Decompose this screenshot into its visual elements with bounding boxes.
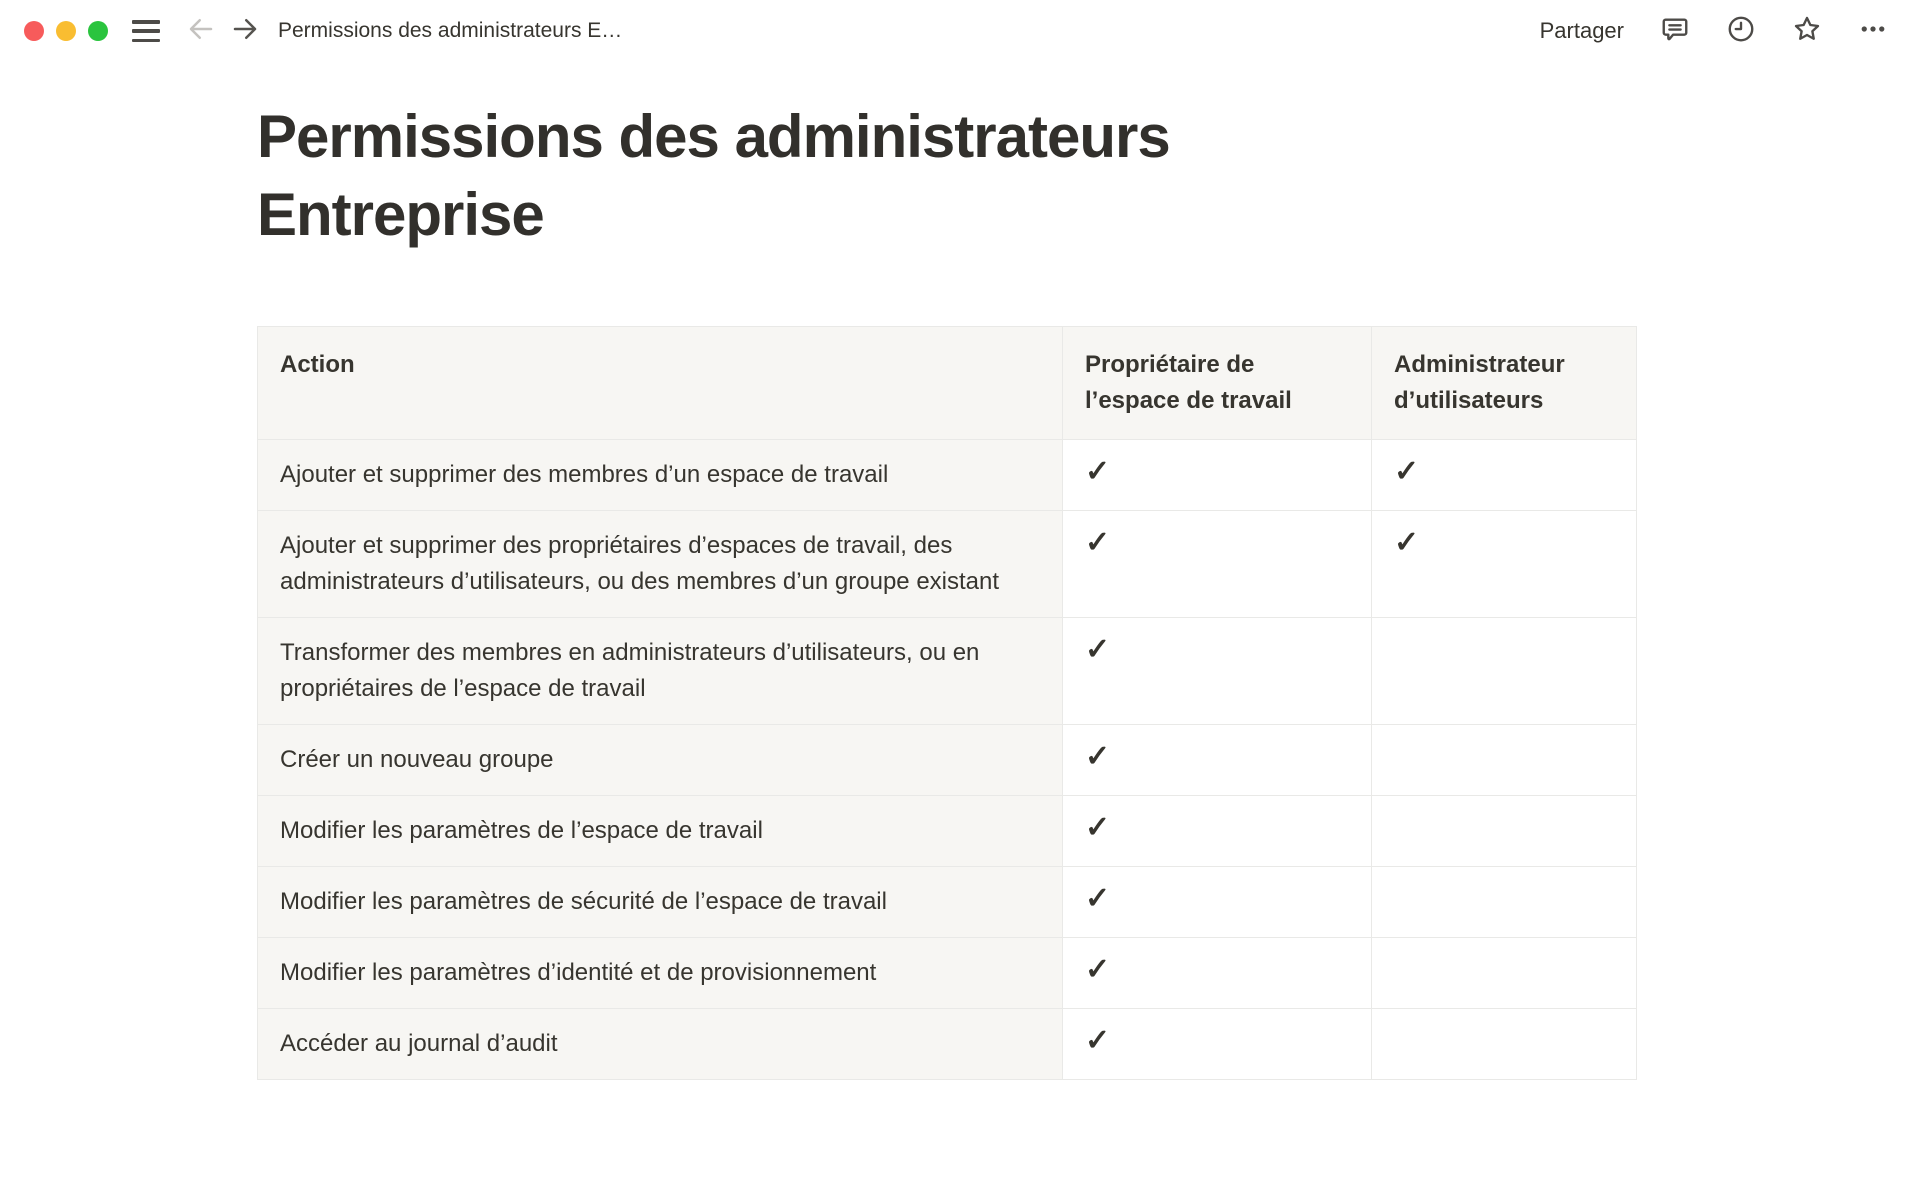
table-row bbox=[258, 725, 1637, 796]
table-row bbox=[258, 938, 1637, 1009]
cell-action[interactable]: Modifier les paramètres de l’espace de travail bbox=[258, 796, 1063, 867]
minimize-window-button[interactable] bbox=[56, 21, 76, 41]
table-row bbox=[258, 1009, 1637, 1080]
permissions-table bbox=[257, 326, 1637, 1080]
cell-admin-check[interactable] bbox=[1372, 1009, 1637, 1080]
zoom-window-button[interactable] bbox=[88, 21, 108, 41]
cell-action[interactable]: Ajouter et supprimer des membres d’un espace de travail bbox=[258, 440, 1063, 511]
column-header-user-admin[interactable]: Administrateur d’utilisateurs bbox=[1372, 327, 1637, 440]
arrow-left-icon bbox=[186, 14, 216, 49]
table-row bbox=[258, 796, 1637, 867]
back-button[interactable] bbox=[186, 16, 216, 46]
cell-owner-check[interactable]: ✓ bbox=[1063, 725, 1372, 796]
table-row bbox=[258, 440, 1637, 511]
column-header-workspace-owner[interactable]: Propriétaire de l’espace de travail bbox=[1063, 327, 1372, 440]
favorite-button[interactable] bbox=[1792, 16, 1822, 46]
more-options-button[interactable] bbox=[1858, 16, 1888, 46]
cell-admin-check[interactable] bbox=[1372, 867, 1637, 938]
cell-action[interactable]: Modifier les paramètres d’identité et de provisionnement bbox=[258, 938, 1063, 1009]
cell-action[interactable]: Ajouter et supprimer des propriétaires d’espaces de travail, des administrateurs d’utilisateurs, ou des membres d’un groupe existant bbox=[258, 511, 1063, 618]
window-titlebar bbox=[0, 0, 1920, 62]
cell-admin-check[interactable]: ✓ bbox=[1372, 511, 1637, 618]
cell-admin-check[interactable] bbox=[1372, 618, 1637, 725]
table-row bbox=[258, 618, 1637, 725]
close-window-button[interactable] bbox=[24, 21, 44, 41]
cell-owner-check[interactable]: ✓ bbox=[1063, 440, 1372, 511]
cell-owner-check[interactable]: ✓ bbox=[1063, 618, 1372, 725]
table-header-row bbox=[258, 327, 1637, 440]
cell-owner-check[interactable]: ✓ bbox=[1063, 511, 1372, 618]
page-title[interactable]: Permissions des administrateurs Entreprise bbox=[257, 103, 1170, 248]
cell-admin-check[interactable] bbox=[1372, 725, 1637, 796]
comment-icon bbox=[1660, 14, 1690, 49]
forward-button[interactable] bbox=[230, 16, 260, 46]
titlebar-actions bbox=[1540, 16, 1888, 46]
cell-action[interactable]: Transformer des membres en administrateurs d’utilisateurs, ou en propriétaires de l’espace de travail bbox=[258, 618, 1063, 725]
ellipsis-icon bbox=[1858, 14, 1888, 49]
page-content bbox=[0, 98, 1920, 1080]
traffic-lights bbox=[24, 21, 108, 41]
comments-button[interactable] bbox=[1660, 16, 1690, 46]
cell-owner-check[interactable]: ✓ bbox=[1063, 938, 1372, 1009]
cell-admin-check[interactable] bbox=[1372, 796, 1637, 867]
cell-action[interactable]: Modifier les paramètres de sécurité de l’espace de travail bbox=[258, 867, 1063, 938]
share-button[interactable]: Partager bbox=[1539, 18, 1624, 43]
cell-action[interactable]: Accéder au journal d’audit bbox=[258, 1009, 1063, 1080]
cell-admin-check[interactable] bbox=[1372, 938, 1637, 1009]
breadcrumb-page-title[interactable]: Permissions des administrateurs E… bbox=[278, 19, 623, 42]
history-button[interactable] bbox=[1726, 16, 1756, 46]
column-header-action[interactable]: Action bbox=[258, 327, 1063, 440]
cell-owner-check[interactable]: ✓ bbox=[1063, 1009, 1372, 1080]
sidebar-menu-icon[interactable] bbox=[132, 20, 160, 42]
table-row bbox=[258, 511, 1637, 618]
clock-icon bbox=[1726, 14, 1756, 49]
arrow-right-icon bbox=[230, 14, 260, 49]
cell-action[interactable]: Créer un nouveau groupe bbox=[258, 725, 1063, 796]
cell-owner-check[interactable]: ✓ bbox=[1063, 796, 1372, 867]
cell-admin-check[interactable]: ✓ bbox=[1372, 440, 1637, 511]
star-icon bbox=[1792, 14, 1822, 49]
cell-owner-check[interactable]: ✓ bbox=[1063, 867, 1372, 938]
table-row bbox=[258, 867, 1637, 938]
